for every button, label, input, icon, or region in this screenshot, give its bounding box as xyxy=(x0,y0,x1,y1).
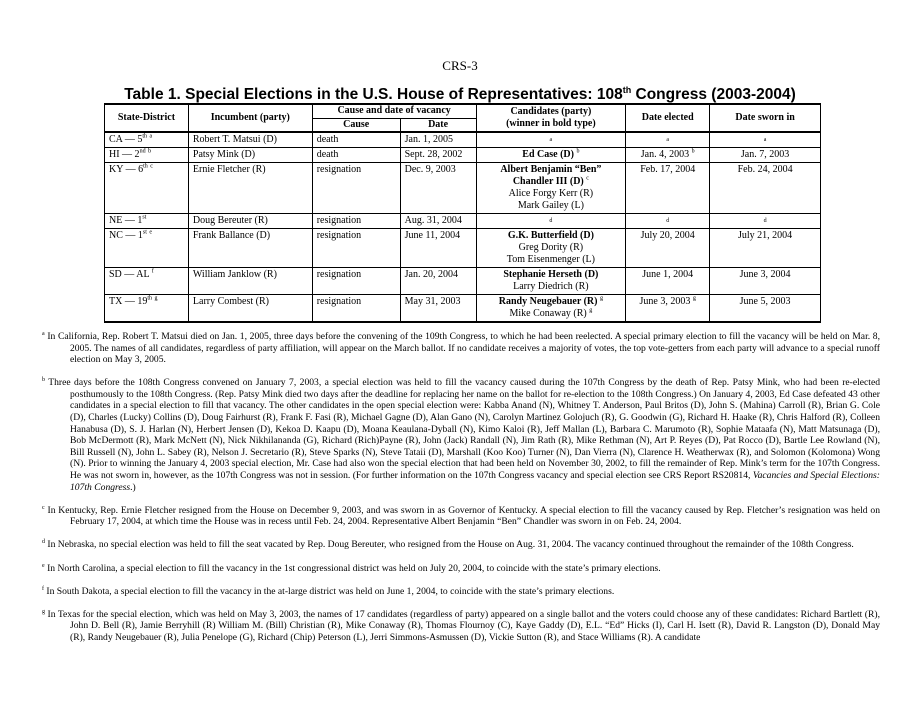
incumbent-cell: Patsy Mink (D) xyxy=(188,148,312,163)
date-elected-cell: June 3, 2003 $^g$ xyxy=(626,295,710,323)
header-candidates-line1: Candidates (party) xyxy=(510,106,592,117)
winner-name: Ed Case (D) xyxy=(522,149,574,160)
date-cell: Dec. 9, 2003 xyxy=(400,163,476,214)
date-sworn-cell: Jan. 7, 2003 xyxy=(710,148,821,163)
candidate-name: Larry Diedrich (R) xyxy=(513,281,589,292)
district-cell: NE — 1st xyxy=(105,214,189,229)
cause-cell: death xyxy=(312,148,400,163)
table-row xyxy=(105,214,821,229)
incumbent-cell: Ernie Fletcher (R) xyxy=(188,163,312,214)
date-sworn-cell: Feb. 24, 2004 xyxy=(710,163,821,214)
header-cause: Cause xyxy=(312,118,400,132)
date-elected-cell: a xyxy=(626,132,710,148)
candidates-cell: Randy Neugebauer (R) $^g$ Mike Conaway (R) $^g$ xyxy=(476,295,626,323)
candidate-name: Tom Eisenmenger (L) xyxy=(506,254,595,265)
footnote-d: $^d$ In Nebraska, no special election was held to fill the seat vacated by Rep. Doug Bereuter, who resigned from the House on Aug. 31, 2004. The vacancy continued throughout the remainder of the 108th Congress. xyxy=(42,539,854,551)
footnote-ref: c xyxy=(150,163,153,170)
table-row xyxy=(105,148,821,163)
date-sworn-cell: d xyxy=(710,214,821,229)
date-elected-cell: Feb. 17, 2004 xyxy=(626,163,710,214)
candidate-name: Mark Gailey (L) xyxy=(517,200,584,211)
date-cell: June 11, 2004 xyxy=(400,229,476,268)
title-pre: Table 1. Special Elections in the U.S. House of Representatives: 108 xyxy=(124,86,623,103)
header-state-district: State-District xyxy=(105,104,189,132)
table-row xyxy=(105,229,821,268)
winner-name: Randy Neugebauer (R) xyxy=(498,296,598,307)
footnote-ref: b xyxy=(148,148,152,155)
footnote-ref: e xyxy=(149,229,153,236)
special-elections-table xyxy=(104,103,821,323)
cause-cell: resignation xyxy=(312,229,400,268)
date-sworn-cell: a xyxy=(710,132,821,148)
header-date-sworn: Date sworn in xyxy=(710,104,821,132)
footnote-ref: g xyxy=(154,295,158,302)
candidates-cell: Albert Benjamin “Ben” Chandler III (D) $^c$ Alice Forgy Kerr (R) Mark Gailey (L) xyxy=(476,163,626,214)
candidates-cell: a xyxy=(476,132,626,148)
district-cell: KY — 6th $^c$ xyxy=(105,163,189,214)
candidate-name: Alice Forgy Kerr (R) xyxy=(508,188,594,199)
header-cause-and-date: Cause and date of vacancy xyxy=(312,104,476,118)
footnote-b: $^b$ Three days before the 108th Congress convened on January 7, 2003, a special election was held to fill the vacancy caused during the 107th Congress by the death of Rep. Patsy Mink, who had been re-elected posthumously to the 108th Congress. (Rep. Patsy Mink died two days after the deadline for replacing her name on the ballot for re-election to the 108th Congress.) On January 4, 2003, Ed Case defeated 43 other candidates in a special election to fill that vacancy. The other candidates in the open special election were: Kabba Anand (N), Whitney T. Anderson, Paul Britos (D), John S. (Mahina) Carroll (R), Brian G. Cole (D), Charles (Lucky) Collins (D), Doug Fairhurst (R), Frank F. Fasi (R), Michael Gagne (D), Alan Gano (N), Carolyn Martinez Golojuch (R), G. Goodwin (G), Richard H. Haake (R), Chris Halford (R), Colleen Hanabusa (D), S. J. Harlan (N), Herbert Jensen (D), Kekoa D. Kaapu (D), Moana Keaulana-Dyball (N), Kimo Kaloi (R), Jeff Mallan (L), Barbara C. Marumoto (R), Sophie Mataafa (N), Matt Matsunaga (D), Bob McDermott (R), Mark McNett (N), Nick Nikhilananda (G), Richard (Rich)Payne (R), John (Jack) Randall (N), Jim Rath (R), Mike Rethman (N), Art P. Reyes (D), Pat Rocco (D), Bartle Lee Rowland (N), Bill Russell (N), John L. Sabey (R), Nelson J. Secretario (R), Steve Sparks (N), Steve Tataii (D), Marshall (Koo Koo) Turner (N), Dan Vierra (N), Clarence H. Weatherwax (R), and Solomon (Kolomona) Wong (N). Prior to winning the January 4, 2003 special election, Mr. Case had also won the special election that had been held on November 30, 2002, to fill the remainder of Rep. Mink’s term for the 107th Congress. He was not sworn in, however, as the 107th Congress was not in session. (For further information on the 107th Congress vacancy and special election see CRS Report RS20814, Vacancies and Special Elections: 107th Congress.) xyxy=(42,377,881,493)
candidates-cell xyxy=(476,229,626,268)
date-cell: Jan. 1, 2005 xyxy=(400,132,476,148)
cause-cell: resignation xyxy=(312,268,400,295)
candidates-cell xyxy=(476,268,626,295)
footnote-f: $^f$ In South Dakota, a special election to fill the vacancy in the at-large district was held on June 1, 2004, to coincide with the state’s primary elections. xyxy=(42,585,615,597)
winner-name: Stephanie Herseth (D) xyxy=(503,269,599,280)
footnotes xyxy=(42,331,880,655)
footnote-c: $^c$ In Kentucky, Rep. Ernie Fletcher resigned from the House on December 9, 2003, and was sworn in as Governor of Kentucky. A special election to fill the vacancy caused by Rep. Fletcher’s resignation was held on February 17, 2004, at which time the House was in recess until Feb. 24, 2004. Representative Albert Benjamin “Ben” Chandler was sworn in on Feb. 24, 2004. xyxy=(42,504,880,528)
header-candidates-line2: (winner in bold type) xyxy=(506,118,596,129)
date-sworn-cell: July 21, 2004 xyxy=(710,229,821,268)
table-row xyxy=(105,163,821,214)
title-post: Congress (2003-2004) xyxy=(631,86,796,103)
date-cell: May 31, 2003 xyxy=(400,295,476,323)
district-cell: CA — 5th $^a$ xyxy=(105,132,189,148)
footnote-ref: a xyxy=(149,133,153,140)
date-cell: Sept. 28, 2002 xyxy=(400,148,476,163)
header-incumbent: Incumbent (party) xyxy=(188,104,312,132)
cause-cell: resignation xyxy=(312,163,400,214)
footnote-a: $^a$ In California, Rep. Robert T. Matsui died on Jan. 1, 2005, three days before the convening of the 109th Congress, to which he had been reelected. A special primary election to fill the vacancy will be held on Mar. 8, 2005. The names of all candidates, regardless of party affiliation, will appear on the March ballot. If no candidate receives a majority of votes, the top vote-getters from each party will advance to a special runoff election on May 3, 2005. xyxy=(42,330,880,366)
date-sworn-cell: June 3, 2004 xyxy=(710,268,821,295)
cause-cell: resignation xyxy=(312,295,400,323)
table-row xyxy=(105,132,821,148)
table-row xyxy=(105,268,821,295)
incumbent-cell: Robert T. Matsui (D) xyxy=(188,132,312,148)
winner-name: G.K. Butterfield (D) xyxy=(507,230,594,241)
district-cell: HI — 2nd $^b$ xyxy=(105,148,189,163)
incumbent-cell: William Janklow (R) xyxy=(188,268,312,295)
footnote-g: $^g$ In Texas for the special election, which was held on May 3, 2003, the names of 17 candidates (regardless of party) appeared on a single ballot and the voters could choose any of these candidates: Richard Bartlett (R), John D. Bell (R), Jamie Berryhill (R) William M. (Bill) Christian (R), Mike Conaway (R), Thomas Flournoy (C), Kaye Gaddy (D), E.L. “Ed” Hicks (I), Carl H. Isett (R), David R. Langston (D), Donald May (R), Randy Neugebauer (R), Julia Penelope (G), Richard (Chip) Peterson (L), Jerri Simmons-Asmussen (D), Vickie Sutton (R), and Stace Williams (R). A candidate xyxy=(42,608,880,643)
footnote-ref: f xyxy=(151,268,154,275)
table-title xyxy=(0,86,920,104)
district-cell: NC — 1st $^e$ xyxy=(105,229,189,268)
winner-name-cont: Chandler III (D) xyxy=(512,176,584,187)
incumbent-cell: Doug Bereuter (R) xyxy=(188,214,312,229)
cause-cell: death xyxy=(312,132,400,148)
title-sup: th xyxy=(622,84,632,95)
date-elected-cell: June 1, 2004 xyxy=(626,268,710,295)
district-cell: TX — 19th $^g$ xyxy=(105,295,189,323)
header-date: Date xyxy=(400,118,476,132)
district-cell: SD — AL $^f$ xyxy=(105,268,189,295)
header-date-elected: Date elected xyxy=(626,104,710,132)
header-candidates xyxy=(476,104,626,132)
cause-cell: resignation xyxy=(312,214,400,229)
date-elected-cell: July 20, 2004 xyxy=(626,229,710,268)
incumbent-cell: Frank Ballance (D) xyxy=(188,229,312,268)
candidate-name: Greg Dority (R) xyxy=(518,242,584,253)
candidates-cell: Ed Case (D) $^b$ xyxy=(476,148,626,163)
table-row xyxy=(105,295,821,323)
footnote-e: $^e$ In North Carolina, a special election to fill the vacancy in the 1st congressional district was held on July 20, 2004, to coincide with the state’s primary elections. xyxy=(42,562,661,574)
incumbent-cell: Larry Combest (R) xyxy=(188,295,312,323)
winner-name: Albert Benjamin “Ben” xyxy=(500,164,602,175)
page-number: CRS-3 xyxy=(442,58,478,73)
date-elected-cell: d xyxy=(626,214,710,229)
candidate-name: Mike Conaway (R) xyxy=(509,308,587,319)
date-cell: Aug. 31, 2004 xyxy=(400,214,476,229)
date-sworn-cell: June 5, 2003 xyxy=(710,295,821,323)
date-cell: Jan. 20, 2004 xyxy=(400,268,476,295)
candidates-cell: d xyxy=(476,214,626,229)
date-elected-cell: Jan. 4, 2003 $^b$ xyxy=(626,148,710,163)
